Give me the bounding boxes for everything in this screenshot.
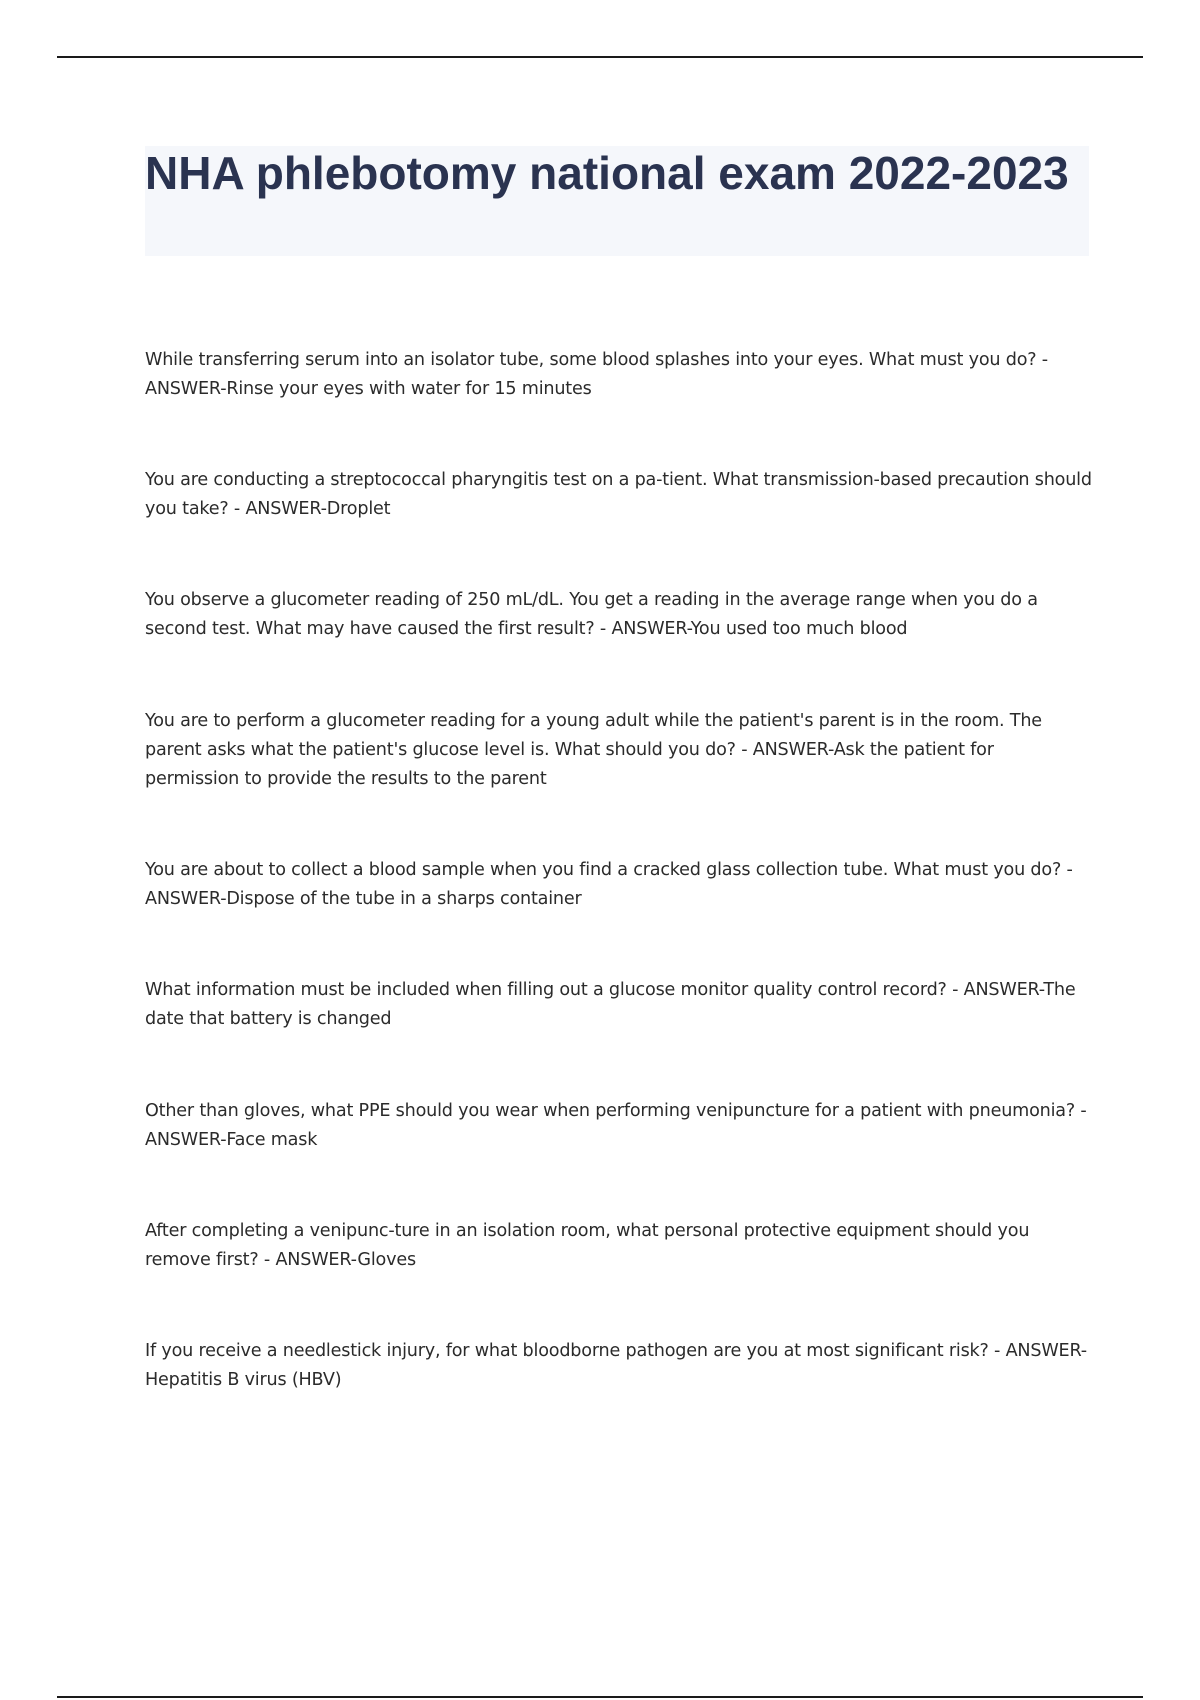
document-title: NHA phlebotomy national exam 2022-2023 (145, 147, 1069, 199)
question-list (145, 346, 1093, 1390)
title-block (145, 146, 1089, 256)
bottom-rule (57, 1696, 1143, 1698)
question-item: You observe a glucometer reading of 250 mL/dL. You get a reading in the average range when you do a second test. What may have caused the first result? - ANSWER-You used too much blood (145, 590, 1038, 639)
question-item: You are to perform a glucometer reading for a young adult while the patient's parent is in the room. The parent asks what the patient's glucose level is. What should you do? - ANSWER-Ask the patient for permission to provide the results to the parent (145, 711, 1042, 789)
question-item: You are about to collect a blood sample when you find a cracked glass collection tube. What must you do? - ANSWER-Dispose of the tube in a sharps container (145, 860, 1073, 909)
question-item: While transferring serum into an isolator tube, some blood splashes into your eyes. What must you do? - ANSWER-Rinse your eyes with water for 15 minutes (145, 350, 1048, 399)
question-item: Other than gloves, what PPE should you wear when performing venipuncture for a patient with pneumonia? - ANSWER-Face mask (145, 1101, 1087, 1150)
top-rule (57, 56, 1143, 58)
question-item: You are conducting a streptococcal pharyngitis test on a pa-tient. What transmission-based precaution should you take? - ANSWER-Droplet (145, 470, 1092, 519)
question-item: If you receive a needlestick injury, for what bloodborne pathogen are you at most significant risk? - ANSWER-Hepatitis B virus (HBV) (145, 1341, 1087, 1390)
question-item: What information must be included when filling out a glucose monitor quality control record? - ANSWER-The date that battery is changed (145, 980, 1076, 1029)
question-item: After completing a venipunc-ture in an isolation room, what personal protective equipment should you remove first? - ANSWER-Gloves (145, 1221, 1030, 1270)
